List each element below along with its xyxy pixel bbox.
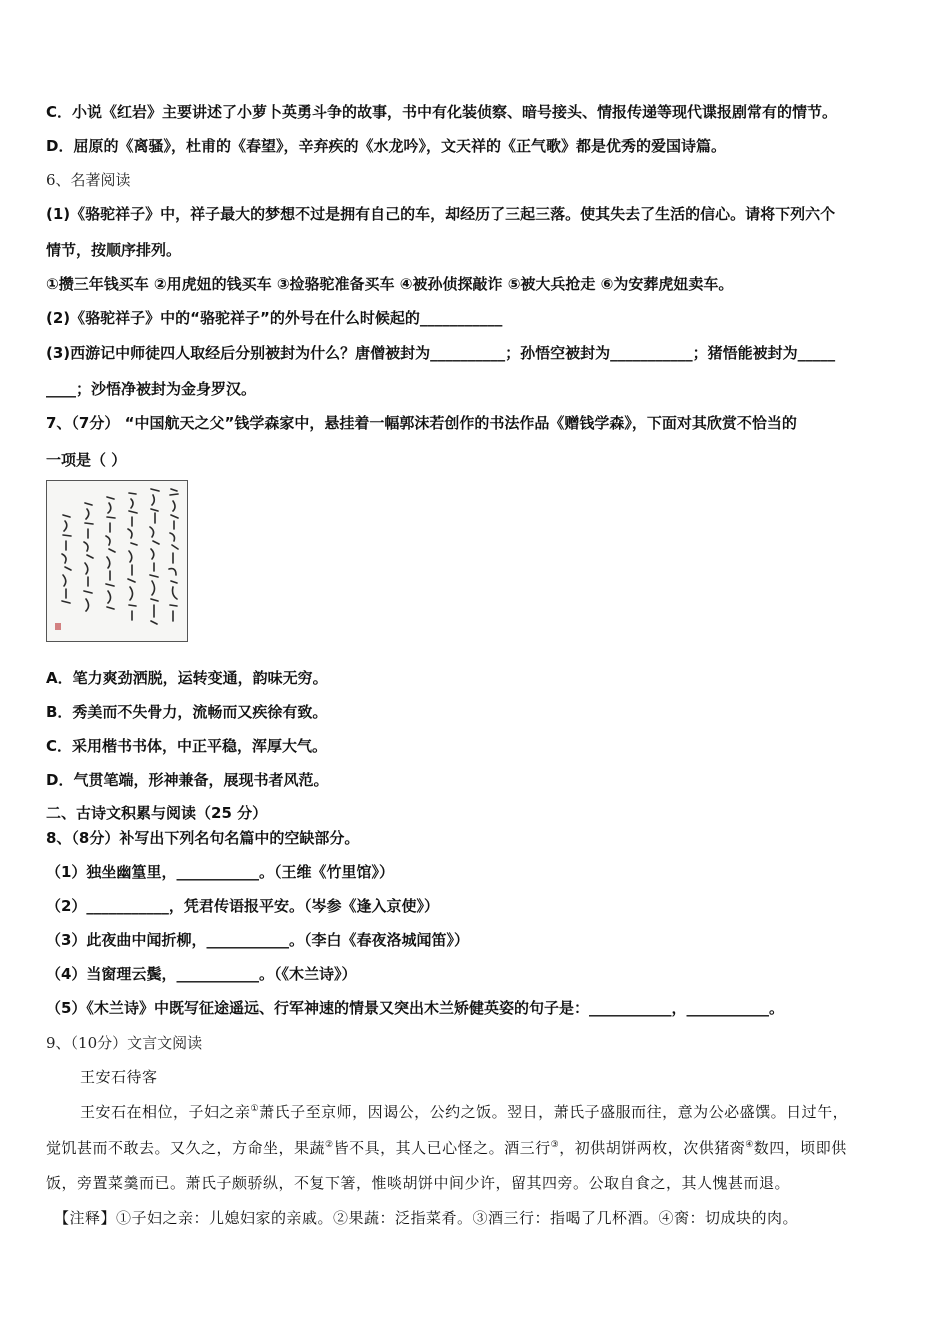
option-b: B．秀美而不失骨力，流畅而又疾徐有致。 [46, 703, 328, 721]
q6-plot-list: ①攒三年钱买车 ②用虎妞的钱买车 ③捡骆驼准备买车 ④被孙侦探敲诈 ⑤被大兵抢走 ⑥为安葬虎妞卖车。 [46, 275, 734, 293]
question-9: 9、（10分）文言文阅读 [46, 1034, 203, 1052]
passage-line-2: 觉饥甚而不敢去。又久之，方命坐，果蔬②皆不具，其人已心怪之。酒三行③，初供胡饼两枚，次供猪脔④数四，顷即供 [46, 1139, 847, 1157]
q6-part3: (3)西游记中师徒四人取经后分别被封为什么？唐僧被封为__________；孙悟空被封为___________；猪悟能被封为_____ [46, 344, 836, 362]
question-7: 7、（7分） “中国航天之父”钱学森家中，悬挂着一幅郭沫若创作的书法作品《赠钱学森》，下面对其欣赏不恰当的 [46, 414, 797, 432]
option-c-hongyan: C．小说《红岩》主要讲述了小萝卜英勇斗争的故事，书中有化装侦察、暗号接头、情报传递等现代谍报剧常有的情节。 [46, 103, 838, 121]
q6-part2: (2)《骆驼祥子》中的“骆驼祥子”的外号在什么时候起的___________ [46, 309, 503, 327]
passage-line-1: 王安石在相位，子妇之亲①萧氏子至京师，因谒公，公约之饭。翌日，萧氏子盛服而往，意为公必盛馔。日过午， [80, 1103, 849, 1121]
q6-part1-cont: 情节，按顺序排列。 [46, 241, 182, 259]
passage-title: 王安石待客 [80, 1068, 158, 1086]
passage-line-3: 饭，旁置菜羹而已。萧氏子颇骄纵，不复下箸，惟啖胡饼中间少许，留其四旁。公取自食之，其人愧甚而退。 [46, 1174, 791, 1192]
passage-annotations: 【注释】①子妇之亲：儿媳妇家的亲戚。②果蔬：泛指菜肴。③酒三行：指喝了几杯酒。④脔：切成块的肉。 [54, 1209, 799, 1227]
option-c: C．采用楷书书体，中正平稳，浑厚大气。 [46, 737, 328, 755]
option-d-poems: D．屈原的《离骚》，杜甫的《春望》，辛弃疾的《水龙吟》，文天祥的《正气歌》都是优秀的爱国诗篇。 [46, 137, 726, 155]
q8-item-3: （3）此夜曲中闻折柳，___________。（李白《春夜洛城闻笛》） [46, 931, 469, 949]
question-7-cont: 一项是（ ） [46, 451, 127, 469]
q8-item-5: （5）《木兰诗》中既写征途遥远、行军神速的情景又突出木兰矫健英姿的句子是：___________，___________。 [46, 999, 784, 1017]
question-6-heading: 6、名著阅读 [46, 171, 131, 189]
section-2-heading: 二、古诗文积累与阅读（25 分） [46, 804, 268, 822]
option-a: A．笔力爽劲洒脱，运转变通，韵味无穷。 [46, 669, 328, 687]
q8-item-4: （4）当窗理云鬓，___________。（《木兰诗》） [46, 965, 357, 983]
calligraphy-image [46, 480, 188, 642]
option-d: D．气贯笔端，形神兼备，展现书者风范。 [46, 771, 329, 789]
q8-item-2: （2）___________，凭君传语报平安。（岑参《逢入京使》） [46, 897, 439, 915]
q8-item-1: （1）独坐幽篁里，___________。（王维《竹里馆》） [46, 863, 394, 881]
calligraphy-strokes [47, 481, 188, 642]
q6-part3-cont: ____；沙悟净被封为金身罗汉。 [46, 380, 257, 398]
question-8: 8、（8分）补写出下列名句名篇中的空缺部分。 [46, 829, 360, 847]
q6-part1: (1)《骆驼祥子》中，祥子最大的梦想不过是拥有自己的车，却经历了三起三落。使其失去了生活的信心。请将下列六个 [46, 205, 836, 223]
